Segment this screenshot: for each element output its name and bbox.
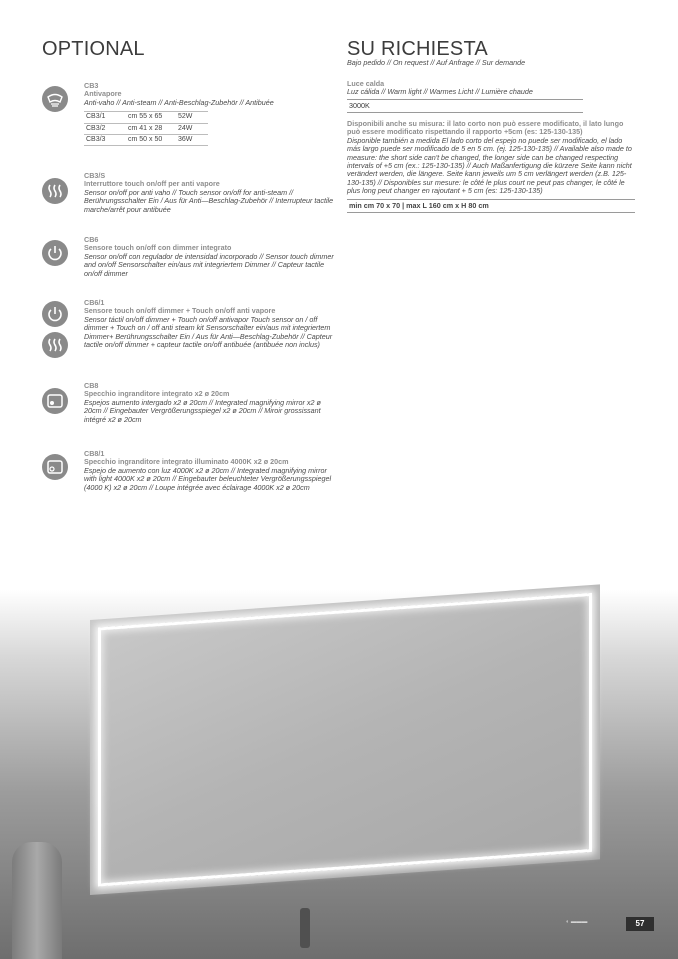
option-description: Anti-vaho // Anti-steam // Anti-Beschlag-Zubehör // Antibuée [84, 97, 274, 107]
power-icon [42, 301, 68, 327]
power-icon [42, 240, 68, 266]
size-dimension: cm 41 x 28 [126, 123, 176, 134]
option-code: CB8/1 [84, 449, 105, 458]
optional-heading: OPTIONAL [42, 38, 145, 60]
option-title: Specchio ingranditore integrato x2 ø 20cm [84, 389, 230, 399]
bathroom-mirror-photo [0, 590, 678, 959]
magnifier-mirror-icon [42, 388, 68, 414]
option-code: CB6/1 [84, 298, 105, 307]
size-wattage: 36W [176, 135, 208, 146]
option-title: Antivapore [84, 89, 122, 99]
option-description: Espejo de aumento con luz 4000K x2 ø 20cm // Integrated magnifying mirror with light 4000K x2 ø 20cm // Eingebauter beleuchteter Vergrößerungsspiegel (4000 K) x2 ø 20cm // Loupe intégrée avec éclairage 4000K x2 ø 20cm [84, 465, 332, 492]
page-number: 57 [626, 917, 654, 931]
option-title: Specchio ingranditore integrato illuminato 4000K x2 ø 20cm [84, 457, 289, 467]
divider [347, 212, 635, 213]
size-wattage: 52W [176, 112, 208, 123]
table-row [84, 123, 208, 134]
on-request-subheading [347, 59, 637, 67]
antisteam-icon [42, 86, 68, 112]
faucet [300, 908, 310, 948]
size-table [84, 111, 208, 146]
warm-light-description: Luz cálida // Warm light // Warmes Licht // Lumière chaude [347, 87, 533, 97]
custom-size-title: Disponibili anche su misura: il lato corto non può essere modificato, il lato lungo può essere modificato rispettando il rapporto +5cm (es: 125-130-135) [347, 119, 624, 137]
size-dimension: cm 50 x 50 [126, 135, 176, 146]
divider [347, 112, 583, 113]
custom-size-description: Disponible también a medida El lado corto del espejo no puede ser modificado, el lado más largo puede ser modificado de 5 en 5 cm. (ej. 125-130-135) // Available also made to measure: the short side can't be changed, the longer side can be changed respecting intervals of +5 cm (ex.: 125-130-135) // Auch Maßanfertigung die kürzere Seite kann nicht verändert werden, die längere. Seite kann jeweils um 5 cm verlängert werden (z.B. 125-130-135) // Disponibles sur mesure: le côté le plus court ne peut pas changer, le côté le plus long peut changer en rajoutant + 5 cm (es: 125-130-135) [347, 135, 632, 196]
size-wattage: 24W [176, 123, 208, 134]
option-description: Sensor on/off por anti vaho // Touch sensor on/off for anti-steam // Berührungsschalter Ein / Aus für Anti—Beschlag-Zubehör // Interrupteur tactile marche/arrêt pour antibuée [84, 187, 334, 214]
size-code: CB3/2 [84, 123, 126, 134]
steam-icon [42, 332, 68, 358]
size-limits: min cm 70 x 70 | max L 160 cm x H 80 cm [349, 200, 489, 210]
option-code: CB6 [84, 235, 99, 244]
led-mirror [90, 584, 600, 895]
custom-size-section [347, 120, 637, 213]
option-code: CB3 [84, 81, 99, 90]
table-row [84, 112, 208, 123]
option-title: Sensore touch on/off dimmer + Touch on/off anti vapore [84, 306, 276, 316]
table-row [84, 135, 208, 146]
option-description: Sensor táctil on/off dimmer + Touch on/off antivapor Touch sensor on / off dimmer + Touch on / off anti steam kit Sensorschalter ein/aus mit integriertem Dimmer+ Berührungsschalter Ein / Aus für Anti—Beschlag-Zubehör // Capteur tactile on/off dimmer + capteur tactile on/off antibuée (antibuée non inclus) [84, 314, 333, 350]
size-code: CB3/1 [84, 112, 126, 123]
option-title: Interruttore touch on/off per anti vapore [84, 179, 220, 189]
on-request-heading: SU RICHIESTA [347, 38, 488, 60]
warm-light-section [347, 80, 637, 113]
warm-light-title: Luce calda [347, 79, 385, 88]
size-code: CB3/3 [84, 135, 126, 146]
lit-magnifier-mirror-icon [42, 454, 68, 480]
on-request-languages: Bajo pedido // On request // Auf Anfrage // Sur demande [347, 58, 526, 67]
towel [12, 842, 62, 959]
brand-logo-icon: ◐ ▬▬▬ [566, 919, 588, 925]
led-frame-light [98, 593, 592, 887]
color-temperature-value: 3000K [349, 100, 370, 110]
option-code: CB3/S [84, 171, 106, 180]
option-description: Espejos aumento intergado x2 ø 20cm // Integrated magnifying mirror x2 ø 20cm // Eingebauter Vergrößerungsspiegel x2 ø 20cm // Miroir grossissant intégré x2 ø 20cm [84, 397, 321, 424]
steam-icon [42, 178, 68, 204]
option-title: Sensore touch on/off con dimmer integrato [84, 243, 232, 253]
option-description: Sensor on/off con regulador de intensidad incorporado // Sensor touch dimmer and on/off Sensorschalter ein/aus mit integriertem Dimmer // Capteur tactile on/off dimmer [84, 251, 334, 278]
option-code: CB8 [84, 381, 99, 390]
size-dimension: cm 55 x 65 [126, 112, 176, 123]
